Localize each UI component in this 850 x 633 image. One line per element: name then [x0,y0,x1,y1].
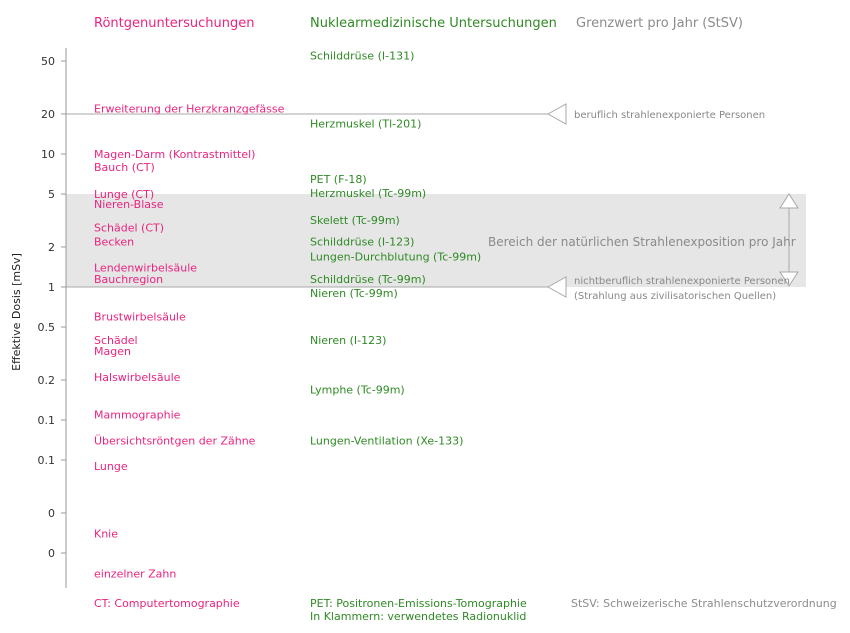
footnote-stsv: StSV: Schweizerische Strahlenschutzverordnung [571,597,837,610]
nuclear-procedure-label: Herzmuskel (Tl-201) [310,117,422,131]
y-tick-label: 0 [48,547,55,560]
nuclear-procedure-label: PET (F-18) [310,172,367,186]
xray-procedure-label: Halswirbelsäule [94,371,181,385]
nuclear-procedure-label: Skelett (Tc-99m) [310,213,400,227]
y-tick-label: 1 [48,281,55,294]
natural-band-label: Bereich der natürlichen Strahlenexposition pro Jahr [488,235,796,249]
y-tick-label: 2 [48,240,55,254]
footnote-ct: CT: Computertomographie [94,597,240,610]
limit-note-public-sub: (Strahlung aus zivilisatorischen Quellen) [574,291,777,302]
y-tick-label: 50 [41,55,55,69]
xray-procedure-label: Brustwirbelsäule [94,310,186,324]
y-tick-label: 10 [41,148,55,161]
xray-procedure-label: Bauchregion [94,272,164,286]
xray-procedure-label: Übersichtsröntgen der Zähne [94,434,256,448]
nuclear-procedure-label: Schilddrüse (Tc-99m) [310,272,426,286]
nuclear-procedure-label: Nieren (I-123) [310,333,387,347]
y-tick-label: 0 [48,506,55,520]
limit-note-public: nichtberuflich strahlenexponierte Personen [574,276,790,287]
nuclear-procedure-label: Nieren (Tc-99m) [310,287,398,301]
xray-procedure-label: Erweiterung der Herzkranzgefässe [94,102,285,116]
xray-procedure-label: Nieren-Blase [94,198,164,212]
xray-procedure-label: Magen [94,345,131,359]
y-tick-label: 0.5 [37,321,55,335]
limit-note-occupational: beruflich strahlenexponierte Personen [574,110,766,121]
y-tick-label: 20 [41,107,55,121]
xray-procedure-label: Magen-Darm (Kontrastmittel) [94,148,256,161]
xray-procedure-label: Lunge [94,460,128,474]
y-tick-label: 0.2 [37,373,55,387]
nuclear-procedure-label: Herzmuskel (Tc-99m) [310,186,427,200]
xray-procedure-label: Schädel [94,333,138,347]
nuclear-procedure-label: Lymphe (Tc-99m) [310,383,405,397]
header-xray: Röntgenuntersuchungen [94,16,255,31]
nuclear-procedure-label: Schilddrüse (I-131) [310,49,415,63]
footnote-pet: PET: Positronen-Emissions-Tomographie [310,597,527,610]
xray-procedure-label: Bauch (CT) [94,160,155,174]
y-axis-label: Effektive Dosis [mSv] [10,253,23,371]
y-tick-label: 0.1 [37,414,55,427]
xray-procedure-label: Knie [94,527,119,541]
nuclear-procedure-label: Lungen-Ventilation (Xe-133) [310,434,464,448]
xray-procedure-label: einzelner Zahn [94,567,177,581]
y-tick-label: 5 [48,188,55,202]
header-nuclear: Nuklearmedizinische Untersuchungen [310,16,557,31]
limit-marker-icon [548,104,566,124]
footnote-brackets: In Klammern: verwendetes Radionuklid [310,610,527,623]
xray-procedure-label: Mammographie [94,408,181,422]
xray-procedure-label: Becken [94,235,135,249]
xray-procedure-label: Schädel (CT) [94,221,165,235]
xray-procedure-label: Lendenwirbelsäule [94,261,198,275]
nuclear-procedure-label: Lungen-Durchblutung (Tc-99m) [310,250,482,264]
nuclear-procedure-label: Schilddrüse (I-123) [310,235,415,249]
xray-procedure-label: Lunge (CT) [94,188,155,202]
header-limit: Grenzwert pro Jahr (StSV) [576,16,743,31]
y-tick-label: 0.1 [37,454,55,468]
